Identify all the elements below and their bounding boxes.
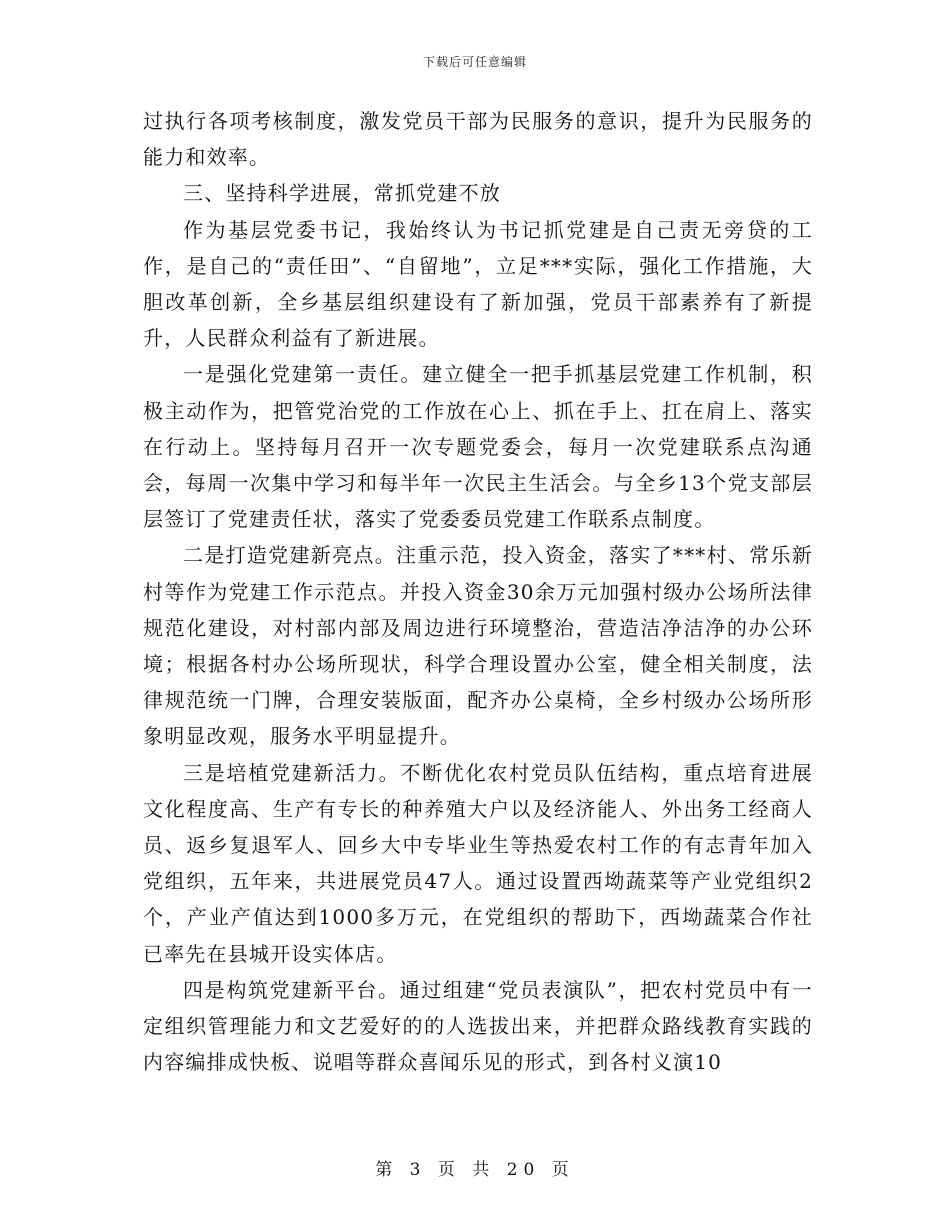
paragraph-point-three: 三是培植党建新活力。不断优化农村党员队伍结构，重点培育进展文化程度高、生产有专长的种养殖大户以及经济能人、外出务工经商人员、返乡复退军人、回乡大中专毕业生等热爱农村工作的有志青年加入党组织，五年来，共进展党员47人。通过设置西坳蔬菜等产业党组织2个，产业产值达到1000多万元，在党组织的帮助下，西坳蔬菜合作社已率先在县城开设实体店。 [143,760,813,966]
paragraph-point-one: 一是强化党建第一责任。建立健全一把手抓基层党建工作机制，积极主动作为，把管党治党的工作放在心上、抓在手上、扛在肩上、落实在行动上。坚持每月召开一次专题党委会，每月一次党建联系点沟通会，每周一次集中学习和每半年一次民主生活会。与全乡13个党支部层层签订了党建责任状，落实了党委委员党建工作联系点制度。 [143,362,813,532]
page-footer: 第 3 页 共 20 页 [375,1160,575,1180]
page-header: 下载后可任意编辑 [422,55,527,69]
paragraph-point-two: 二是打造党建新亮点。注重示范，投入资金，落实了***村、常乐新村等作为党建工作示范点。并投入资金30余万元加强村级办公场所法律规范化建设，对村部内部及周边进行环境整治，营造洁净洁净的办公环境；根据各村办公场所现状，科学合理设置办公室，健全相关制度，法律规范统一门牌，合理安装版面，配齐办公桌椅，全乡村级办公场所形象明显改观，服务水平明显提升。 [143,543,813,749]
paragraph-intro: 作为基层党委书记，我始终认为书记抓党建是自己责无旁贷的工作，是自己的“责任田”、“自留地”，立足***实际，强化工作措施，大胆改革创新，全乡基层组织建设有了新加强，党员干部素养有了新提升，人民群众利益有了新进展。 [143,217,813,351]
paragraph-point-four: 四是构筑党建新平台。通过组建“党员表演队”，把农村党员中有一定组织管理能力和文艺爱好的的人选拔出来，并把群众路线教育实践的内容编排成快板、说唱等群众喜闻乐见的形式，到各村义演10 [143,977,813,1075]
section-heading: 三、坚持科学进展，常抓党建不放 [183,181,501,206]
document-body [143,103,813,1080]
paragraph-continuation: 过执行各项考核制度，激发党员干部为民服务的意识，提升为民服务的能力和效率。 [143,109,813,170]
